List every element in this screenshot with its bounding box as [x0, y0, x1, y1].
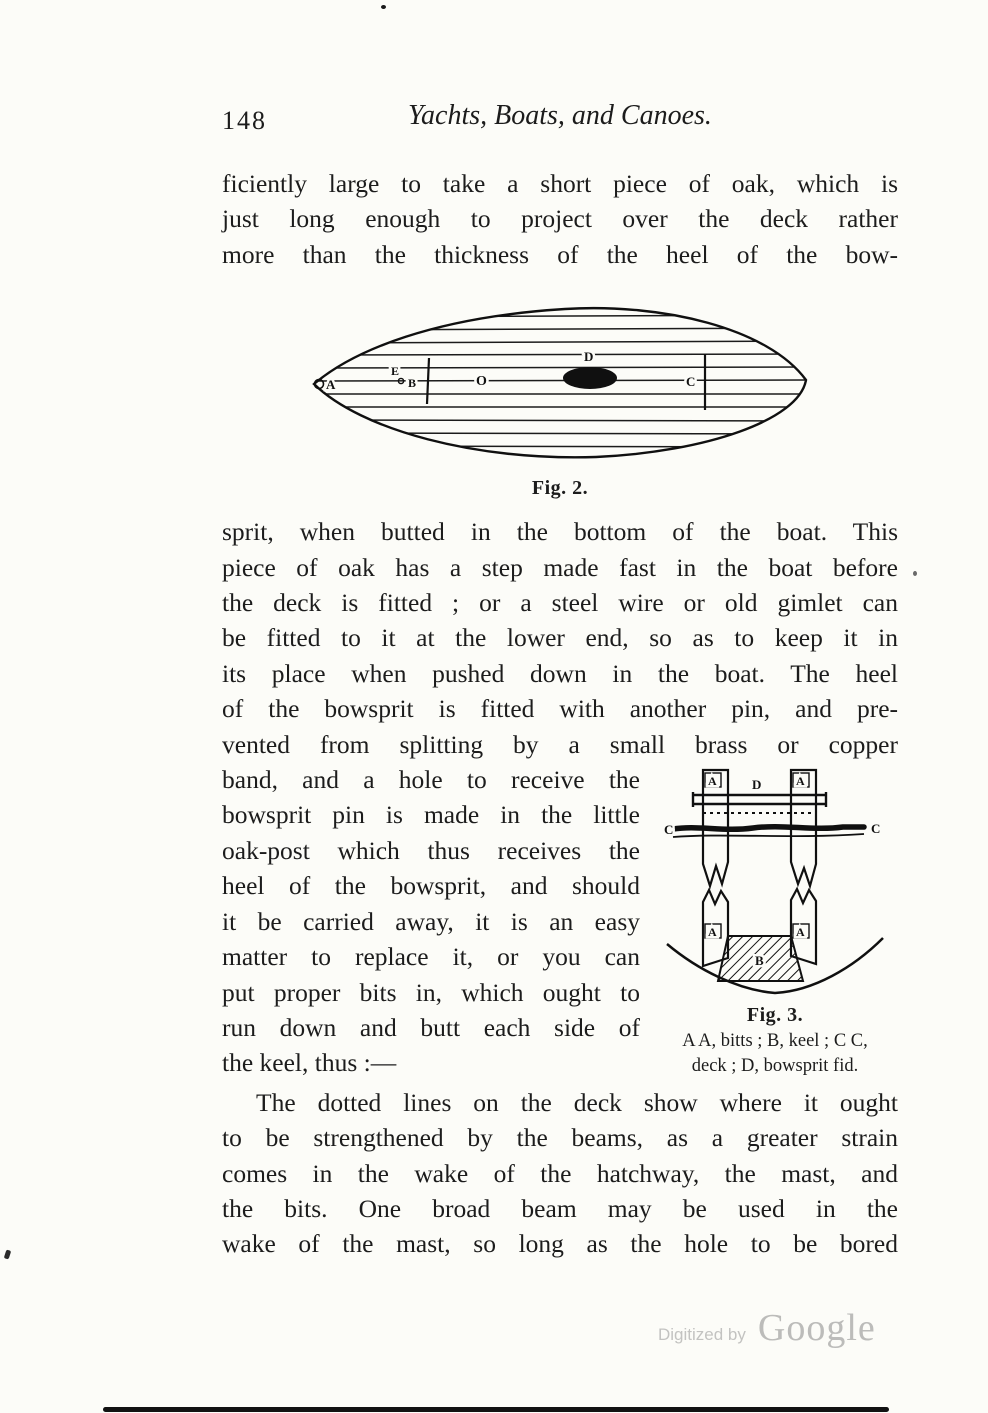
text-line: the bits. One broad beam may be used in the [222, 1193, 898, 1223]
text-line: the keel, thus :— [222, 1048, 397, 1078]
fig2-label-o: O [476, 374, 487, 390]
text-line: comes in the wake of the hatchway, the mast, and [222, 1158, 898, 1188]
figure-3-legend [652, 1029, 898, 1079]
legend-line: deck ; D, bowsprit fid. [691, 1056, 859, 1077]
text-line: it be carried away, it is an easy [222, 906, 640, 936]
text-line: matter to replace it, or you can [222, 942, 640, 972]
google-logo: Google [757, 1307, 876, 1349]
fig2-label-b: B [408, 376, 417, 391]
figure-3 [640, 762, 898, 1079]
fig2-label-a: A [326, 377, 336, 393]
watermark-digitized-by: Digitized by [658, 1325, 746, 1344]
text-line: band, and a hole to receive the [222, 765, 640, 795]
page-header [222, 100, 898, 146]
text-line: sprit, when butted in the bottom of the boat. This [222, 517, 898, 547]
scan-speck-right [913, 571, 917, 576]
text-line: more than the thickness of the heel of the bow- [222, 239, 898, 269]
running-title: Yachts, Boats, and Canoes. [408, 100, 712, 131]
watermark [658, 1306, 876, 1350]
scan-edge-strip [103, 1407, 889, 1412]
fig3-label-a: A [707, 925, 717, 940]
text-line: heel of the bowsprit, and should [222, 871, 640, 901]
fig3-label-a: A [795, 925, 805, 940]
scan-speck-top [381, 5, 386, 9]
text-line: to be strengthened by the beams, as a greater strain [222, 1123, 898, 1153]
text-line: vented from splitting by a small brass or copper [222, 729, 898, 759]
text-line: bowsprit pin is made in the little [222, 800, 640, 830]
fig3-label-b: B [754, 953, 764, 969]
fig2-label-e: E [391, 364, 400, 379]
page-number: 148 [222, 106, 267, 135]
figure-2-caption: Fig. 2. [531, 477, 589, 500]
text-with-figure-3 [222, 762, 898, 1081]
text-line: ficiently large to take a short piece of oak, which is [222, 169, 898, 198]
figure-2 [222, 300, 898, 500]
text-line: just long enough to project over the deck rather [222, 204, 898, 234]
fig3-label-a: A [795, 774, 805, 789]
fig2-label-c: C [686, 374, 696, 390]
text-line: the deck is fitted ; or a steel wire or old gimlet can [222, 588, 898, 618]
bitts-drawing [663, 768, 888, 1000]
text-line: be fitted to it at the lower end, so as to keep it in [222, 623, 898, 653]
text-line: piece of oak has a step made fast in the boat before [222, 552, 898, 582]
boat-plan-drawing [310, 300, 810, 466]
scan-speck-left [4, 1249, 12, 1259]
paragraph-1 [222, 166, 898, 272]
paragraph-2-continued [222, 762, 640, 1081]
text-line: put proper bits in, which ought to [222, 977, 640, 1007]
fig3-label-a: A [707, 774, 717, 789]
text-line: oak-post which thus receives the [222, 835, 640, 865]
figure-3-caption: Fig. 3. [746, 1004, 804, 1027]
text-line: The dotted lines on the deck show where it ought [256, 1087, 898, 1117]
legend-line: A A, bitts ; B, keel ; C C, [682, 1031, 868, 1052]
fig3-label-c: C [870, 821, 880, 837]
text-line: wake of the mast, so long as the hole to be bored [222, 1229, 898, 1259]
paragraph-2 [222, 514, 898, 762]
text-line: run down and butt each side of [222, 1012, 640, 1042]
fig2-label-d: D [584, 349, 594, 365]
fig3-label-d: D [751, 777, 761, 793]
page-content [222, 100, 898, 1262]
text-line: of the bowsprit is fitted with another pin, and pre- [222, 694, 898, 724]
text-line: its place when pushed down in the boat. The heel [222, 658, 898, 688]
paragraph-3 [222, 1085, 898, 1262]
fig3-label-c: C [663, 822, 673, 838]
